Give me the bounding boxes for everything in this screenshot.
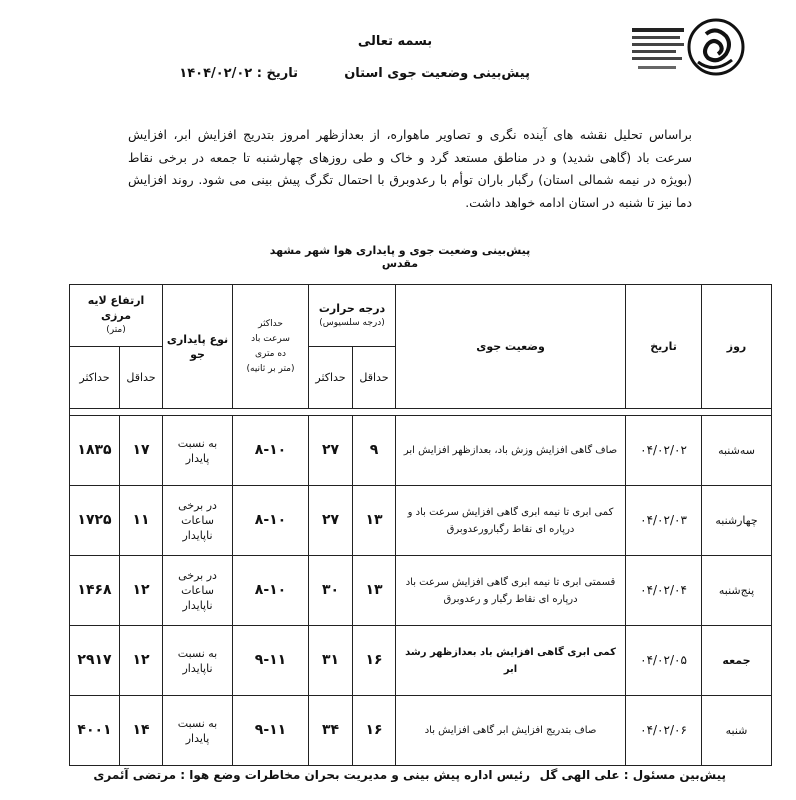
row-condition: کمی ابری گاهی افزایش باد بعدازظهر رشد ابر bbox=[396, 626, 626, 696]
row-date: ۰۴/۰۲/۰۲ bbox=[626, 416, 702, 486]
table-row bbox=[70, 626, 772, 696]
row-condition: قسمتی ابری تا نیمه ابری گاهی افزایش سرعت باد درپاره ای نقاط رگبار و رعدوبرق bbox=[396, 556, 626, 626]
row-date: ۰۴/۰۲/۰۶ bbox=[626, 696, 702, 766]
row-stability: به نسبت پایدار bbox=[163, 416, 233, 486]
header-stability: نوع پایداری جو bbox=[163, 285, 233, 409]
row-temp-min: ۱۳ bbox=[353, 486, 396, 556]
table-header-row bbox=[70, 285, 772, 347]
header-bl-max: حداکثر bbox=[70, 347, 120, 409]
row-day: پنج‌شنبه bbox=[702, 556, 772, 626]
logo-emblem-icon bbox=[628, 14, 750, 78]
document-date: تاریخ : ۱۴۰۴/۰۲/۰۲ bbox=[179, 66, 298, 81]
header-bl-min: حداقل bbox=[120, 347, 163, 409]
row-wind: ۸-۱۰ bbox=[233, 556, 309, 626]
header-temperature-label: درجه حرارت bbox=[318, 301, 386, 315]
header-spacer bbox=[70, 409, 772, 416]
header-temperature bbox=[309, 285, 396, 347]
row-bl-min: ۱۱ bbox=[120, 486, 163, 556]
header-wind-line2: سرعت باد bbox=[251, 333, 290, 344]
row-date: ۰۴/۰۲/۰۴ bbox=[626, 556, 702, 626]
row-condition: صاف بتدریج افزایش ابر گاهی افزایش باد bbox=[396, 696, 626, 766]
department-head-signature: رئیس اداره پیش بینی و مدیریت بحران مخاطرات وضع هوا : مرتضی آئمری bbox=[93, 768, 530, 782]
forecast-summary-paragraph: براساس تحلیل نقشه های آینده نگری و تصاویر ماهواره، از بعدازظهر امروز بتدریج افزایش ابر، افزایش سرعت باد (گاهی شدید) و در مناطق مستعد گرد و خاک و طی روزهای چهارشنبه تا جمعه در برخی نقاط (بویژه در نیمه شمالی استان) رگبار باران توأم با رعدوبرق با احتمال تگرگ پیش بینی می شود. روند افزایش دما نیز تا شنبه در استان ادامه خواهد داشت. bbox=[128, 127, 692, 210]
document-title: پیش‌بینی وضعیت جوی استان bbox=[344, 66, 530, 81]
row-temp-min: ۱۶ bbox=[353, 626, 396, 696]
header-date: تاریخ bbox=[626, 285, 702, 409]
row-bl-max: ۱۷۲۵ bbox=[70, 486, 120, 556]
row-bl-min: ۱۲ bbox=[120, 626, 163, 696]
row-date: ۰۴/۰۲/۰۳ bbox=[626, 486, 702, 556]
row-wind: ۹-۱۱ bbox=[233, 626, 309, 696]
row-wind: ۹-۱۱ bbox=[233, 696, 309, 766]
header-wind-unit: (متر بر ثانیه) bbox=[246, 363, 295, 374]
row-temp-max: ۳۰ bbox=[309, 556, 353, 626]
header-boundary-layer bbox=[70, 285, 163, 347]
row-temp-min: ۱۶ bbox=[353, 696, 396, 766]
forecast-table bbox=[69, 284, 772, 766]
row-bl-max: ۴۰۰۱ bbox=[70, 696, 120, 766]
header-temperature-unit: (درجه سلسیوس) bbox=[319, 317, 385, 328]
row-temp-max: ۲۷ bbox=[309, 486, 353, 556]
row-wind: ۸-۱۰ bbox=[233, 416, 309, 486]
header-wind-line1: حداکثر bbox=[258, 318, 283, 329]
table-row bbox=[70, 556, 772, 626]
row-temp-min: ۹ bbox=[353, 416, 396, 486]
row-bl-max: ۱۸۳۵ bbox=[70, 416, 120, 486]
row-day: شنبه bbox=[702, 696, 772, 766]
row-bl-min: ۱۴ bbox=[120, 696, 163, 766]
table-row bbox=[70, 416, 772, 486]
row-day: چهارشنبه bbox=[702, 486, 772, 556]
row-condition: کمی ابری تا نیمه ابری گاهی افزایش سرعت باد و درپاره ای نقاط رگبارورعدوبرق bbox=[396, 486, 626, 556]
row-bl-min: ۱۲ bbox=[120, 556, 163, 626]
row-temp-max: ۳۴ bbox=[309, 696, 353, 766]
row-stability: به نسبت پایدار bbox=[163, 696, 233, 766]
header-spacer-row bbox=[70, 409, 772, 416]
table-row bbox=[70, 486, 772, 556]
row-wind: ۸-۱۰ bbox=[233, 486, 309, 556]
row-temp-max: ۲۷ bbox=[309, 416, 353, 486]
header-boundary-unit: (متر) bbox=[106, 325, 126, 335]
header-condition: وضعیت جوی bbox=[396, 285, 626, 409]
row-condition: صاف گاهی افزایش وزش باد، بعدازظهر افزایش ابر bbox=[396, 416, 626, 486]
header-temp-min: حداقل bbox=[353, 347, 396, 409]
row-bl-max: ۲۹۱۷ bbox=[70, 626, 120, 696]
row-bl-max: ۱۴۶۸ bbox=[70, 556, 120, 626]
row-stability: به نسبت ناپایدار bbox=[163, 626, 233, 696]
header-wind-line3: ده متری bbox=[254, 348, 287, 359]
bismillah-heading: بسمه تعالی bbox=[357, 34, 433, 49]
row-bl-min: ۱۷ bbox=[120, 416, 163, 486]
header-temp-max: حداکثر bbox=[309, 347, 353, 409]
header-boundary-label: ارتفاع لایه مرزی bbox=[87, 294, 145, 322]
row-stability: در برخی ساعات ناپایدار bbox=[163, 556, 233, 626]
header-day: روز bbox=[702, 285, 772, 409]
row-temp-max: ۳۱ bbox=[309, 626, 353, 696]
meteorological-organization-logo bbox=[628, 14, 750, 78]
row-day: سه‌شنبه bbox=[702, 416, 772, 486]
header-wind bbox=[233, 285, 309, 409]
row-date: ۰۴/۰۲/۰۵ bbox=[626, 626, 702, 696]
forecaster-signature: پیش‌بین مسئول : علی الهی گل bbox=[539, 768, 726, 782]
table-row bbox=[70, 696, 772, 766]
row-temp-min: ۱۳ bbox=[353, 556, 396, 626]
table-caption: پیش‌بینی وضعیت جوی و پایداری هوا شهر مشهد مقدس bbox=[269, 244, 531, 270]
row-day: جمعه bbox=[702, 626, 772, 696]
row-stability: در برخی ساعات ناپایدار bbox=[163, 486, 233, 556]
